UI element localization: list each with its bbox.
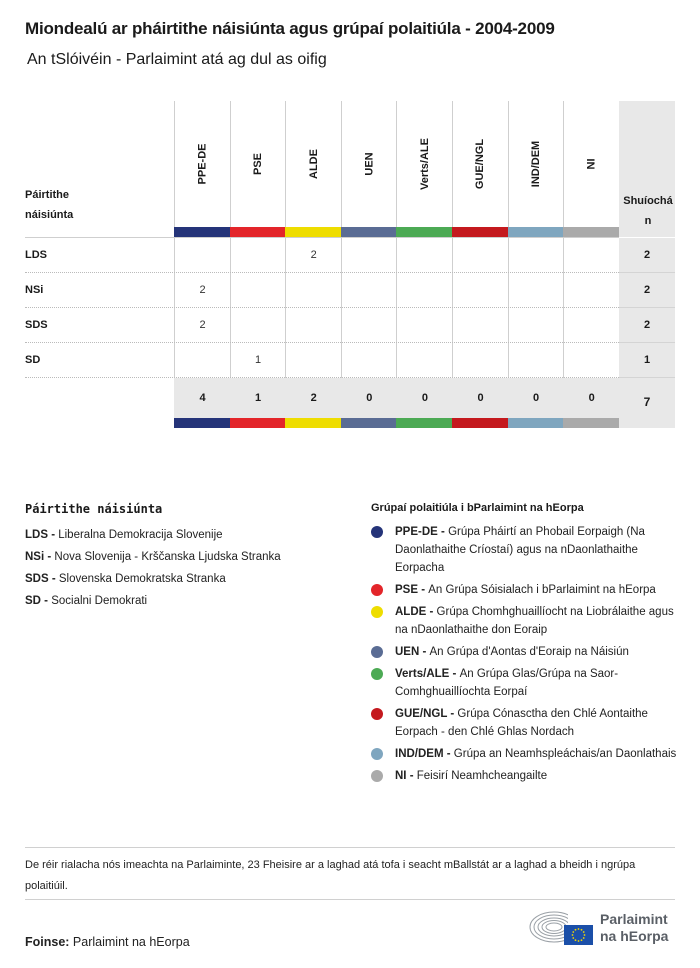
group-color-bar (230, 418, 286, 428)
divider (25, 899, 675, 900)
column-total: 0 (588, 392, 595, 404)
seat-cell (175, 238, 230, 273)
party-label: NSi (25, 284, 44, 296)
column-header-ppe-de: PPE-DE (196, 143, 209, 185)
color-dot-icon (371, 748, 383, 760)
seat-cell (397, 238, 452, 273)
seat-cell (342, 273, 397, 308)
group-color-bar (396, 418, 452, 428)
national-parties-legend-title: Páirtithe náisiúnta (25, 502, 163, 516)
row-total: 2 (619, 238, 675, 273)
seat-cell (397, 343, 452, 378)
group-legend-item: PSE - An Grúpa Sóisialach i bParlaimint na hEorpa (371, 581, 681, 599)
column-header-ind-dem: IND/DEM (530, 140, 543, 188)
group-color-bar (452, 227, 508, 237)
column-total: 2 (310, 392, 317, 404)
seat-cell: 2 (199, 319, 206, 331)
group-legend-item: GUE/NGL - Grúpa Cónasctha den Chlé Aontaithe Eorpach - den Chlé Ghlas Nordach (371, 705, 681, 741)
group-color-bar (396, 227, 452, 237)
seat-cell: 2 (310, 249, 317, 261)
seat-cell (397, 273, 452, 308)
group-legend-item: IND/DEM - Grúpa an Neamhspleáchais/an Daonlathais (371, 745, 681, 763)
party-legend-item: SD - Socialni Demokrati (25, 595, 148, 607)
national-parties-legend (25, 502, 355, 612)
group-color-bar (341, 418, 397, 428)
column-total: 0 (421, 392, 428, 404)
seat-cell (453, 308, 508, 343)
group-legend-item: UEN - An Grúpa d'Aontas d'Eoraip na Náisiún (371, 643, 681, 661)
group-color-bar (285, 418, 341, 428)
seat-cell (564, 273, 619, 308)
seat-cell (286, 273, 341, 308)
party-legend-item: SDS - Slovenska Demokratska Stranka (25, 573, 226, 585)
seat-cell (286, 308, 341, 343)
column-header-gue-ngl: GUE/NGL (474, 138, 487, 190)
column-header-verts-ale: Verts/ALE (418, 138, 431, 190)
party-legend-item: LDS - Liberalna Demokracija Slovenije (25, 529, 223, 541)
eu-flag-icon (564, 925, 593, 945)
row-total: 2 (619, 308, 675, 343)
logo-text: Parlaimint na hEorpa (600, 911, 669, 944)
table-row (25, 343, 675, 378)
group-color-bar (508, 227, 564, 237)
column-total: 0 (533, 392, 540, 404)
seat-cell: 2 (199, 284, 206, 296)
group-legend-item: PPE-DE - Grúpa Pháirtí an Phobail Eorpaigh (Na Daonlathaithe Críostaí) agus na nDaonlathaithe Eorpacha (371, 523, 681, 577)
party-label: LDS (25, 249, 47, 261)
group-color-bar (174, 227, 230, 237)
group-color-bar (285, 227, 341, 237)
row-total: 1 (619, 343, 675, 378)
seat-cell (509, 308, 564, 343)
seat-cell (453, 273, 508, 308)
political-groups-legend (371, 502, 681, 789)
breakdown-table (25, 101, 675, 409)
seat-cell (509, 273, 564, 308)
total-seats-header: Shuíochán (619, 101, 675, 237)
color-dot-icon (371, 708, 383, 720)
column-header-pse: PSE (252, 152, 265, 176)
group-color-bar (563, 227, 619, 237)
group-legend-item: Verts/ALE - An Grúpa Glas/Grúpa na Saor-Comhghuaillíochta Eorpaí (371, 665, 681, 701)
group-color-bar (341, 227, 397, 237)
row-total: 2 (619, 273, 675, 308)
color-dot-icon (371, 526, 383, 538)
row-header-label: Páirtithe náisiúnta (25, 189, 74, 221)
group-color-bar (174, 418, 230, 428)
political-groups-legend-title: Grúpaí polaitiúla i bParlaimint na hEorpa (371, 502, 584, 514)
seat-cell (564, 343, 619, 378)
seat-cell (453, 343, 508, 378)
table-header (25, 101, 675, 237)
seat-cell (397, 308, 452, 343)
seat-cell (286, 343, 341, 378)
column-header-uen: UEN (363, 152, 376, 176)
group-color-bar (452, 418, 508, 428)
source-line: Foinse: Parlaimint na hEorpa (25, 935, 190, 949)
column-total: 0 (366, 392, 373, 404)
table-row (25, 273, 675, 308)
seat-cell (342, 343, 397, 378)
group-legend-item: NI - Feisirí Neamhcheangailte (371, 767, 681, 785)
page-subtitle: An tSlóivéin - Parlaimint atá ag dul as oifig (27, 51, 327, 68)
seat-cell (453, 238, 508, 273)
color-dot-icon (371, 668, 383, 680)
group-color-bar (563, 418, 619, 428)
party-label: SDS (25, 319, 48, 331)
color-dot-icon (371, 646, 383, 658)
seat-cell: 1 (255, 354, 262, 366)
footnote: De réir rialacha nós imeachta na Parlaiminte, 23 Fheisire ar a laghad atá tofa i seacht mBallstát ar a laghad a bheidh i ngrúpa polaitiúil. (25, 859, 636, 892)
column-header-alde: ALDE (307, 149, 320, 179)
color-dot-icon (371, 606, 383, 618)
color-dot-icon (371, 770, 383, 782)
color-dot-icon (371, 584, 383, 596)
table-row (25, 308, 675, 343)
seat-cell (175, 343, 230, 378)
party-legend-item: NSi - Nova Slovenija - Krščanska Ljudska Stranka (25, 551, 281, 563)
column-header-ni: NI (585, 158, 598, 170)
seat-cell (342, 308, 397, 343)
column-total: 1 (255, 392, 262, 404)
column-total: 0 (477, 392, 484, 404)
seat-cell (231, 238, 286, 273)
seat-cell (509, 343, 564, 378)
seat-cell (231, 273, 286, 308)
seat-cell (231, 308, 286, 343)
group-color-bar (508, 418, 564, 428)
page-title: Miondealú ar pháirtithe náisiúnta agus grúpaí polaitiúla - 2004-2009 (25, 19, 555, 38)
divider (25, 847, 675, 848)
party-label: SD (25, 354, 41, 366)
column-total: 4 (199, 392, 206, 404)
european-parliament-logo (528, 909, 678, 949)
grand-total: 7 (619, 378, 675, 428)
hemicycle-icon (528, 910, 568, 944)
seat-cell (342, 238, 397, 273)
seat-cell (564, 238, 619, 273)
seat-cell (509, 238, 564, 273)
group-legend-item: ALDE - Grúpa Chomhghuaillíocht na Liobrálaithe agus na nDaonlathaithe don Eoraip (371, 603, 681, 639)
column-totals-row (25, 378, 675, 428)
group-color-bar (230, 227, 286, 237)
seat-cell (564, 308, 619, 343)
table-row (25, 238, 675, 273)
